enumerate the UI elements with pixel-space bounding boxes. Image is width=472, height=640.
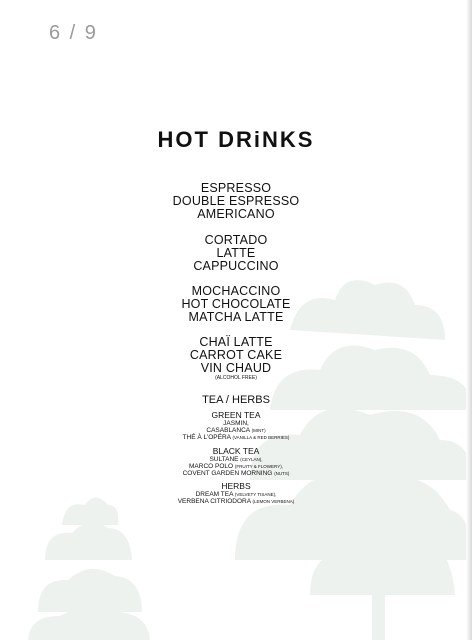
drink-group-3 xyxy=(130,285,342,324)
tea-section xyxy=(130,394,342,406)
tea-item xyxy=(130,420,342,427)
vin-chaud-note: (ALCOHOL FREE) xyxy=(215,375,257,381)
drink-group-2 xyxy=(130,234,342,273)
tea-name: MARCO POLO xyxy=(189,463,234,470)
herbs-heading: HERBS xyxy=(221,481,251,491)
tea-name: VERBENA CITRIODORA xyxy=(177,498,251,505)
green-tea-heading: GREEN TEA xyxy=(211,410,261,420)
tea-item xyxy=(130,463,342,470)
tea-note: (VELVETY TISANE), xyxy=(234,492,277,497)
tea-item xyxy=(130,434,342,441)
menu-title: HOT DRiNKS xyxy=(157,127,315,152)
drink-item: VIN CHAUD xyxy=(200,361,272,375)
drink-item: MATCHA LATTE xyxy=(188,310,284,324)
tea-name: SULTANE xyxy=(209,456,239,463)
drink-item: CHAÏ LATTE xyxy=(199,335,273,349)
drink-item: MOCHACCINO xyxy=(191,284,281,298)
tea-name: COVENT GARDEN MORNING xyxy=(182,470,273,477)
drink-item: DOUBLE ESPRESSO xyxy=(172,194,300,208)
tea-item xyxy=(130,470,342,477)
drink-item: CORTADO xyxy=(204,233,268,247)
drink-group-1 xyxy=(130,182,342,221)
drink-item: HOT CHOCOLATE xyxy=(181,297,291,311)
tea-section-heading: TEA / HERBS xyxy=(202,394,270,406)
tea-name: CASABLANCA xyxy=(206,427,250,434)
drink-item: LATTE xyxy=(216,246,256,260)
tea-note: (LEMON VERBENA) xyxy=(252,499,295,504)
page-counter: 6 / 9 xyxy=(49,22,98,44)
tea-item xyxy=(130,456,342,463)
tea-name: THÉ À L’OPÉRA xyxy=(182,434,231,441)
drink-item: AMERICANO xyxy=(197,207,275,221)
tea-note: (FRUITY & FLOWERY), xyxy=(234,464,283,469)
tea-note: (CEYLAN), xyxy=(240,457,263,462)
tea-item xyxy=(130,427,342,434)
tea-note: (MINT) xyxy=(251,428,266,433)
tea-name: DREAM TEA xyxy=(195,491,234,498)
drink-item: ESPRESSO xyxy=(200,181,272,195)
tea-name: JASMIN, xyxy=(223,420,249,427)
drink-item: CARROT CAKE xyxy=(189,348,283,362)
drink-group-4 xyxy=(130,336,342,381)
black-tea-heading: BLACK TEA xyxy=(212,446,260,456)
tea-note: (NUTS) xyxy=(274,471,290,476)
tea-item xyxy=(130,491,342,498)
tea-note: (VANILLA & RED BERRIES) xyxy=(232,435,290,440)
herbs-group xyxy=(130,482,342,505)
tea-item xyxy=(130,498,342,505)
black-tea-group xyxy=(130,447,342,477)
drink-item: CAPPUCCINO xyxy=(193,259,279,273)
green-tea-group xyxy=(130,411,342,441)
